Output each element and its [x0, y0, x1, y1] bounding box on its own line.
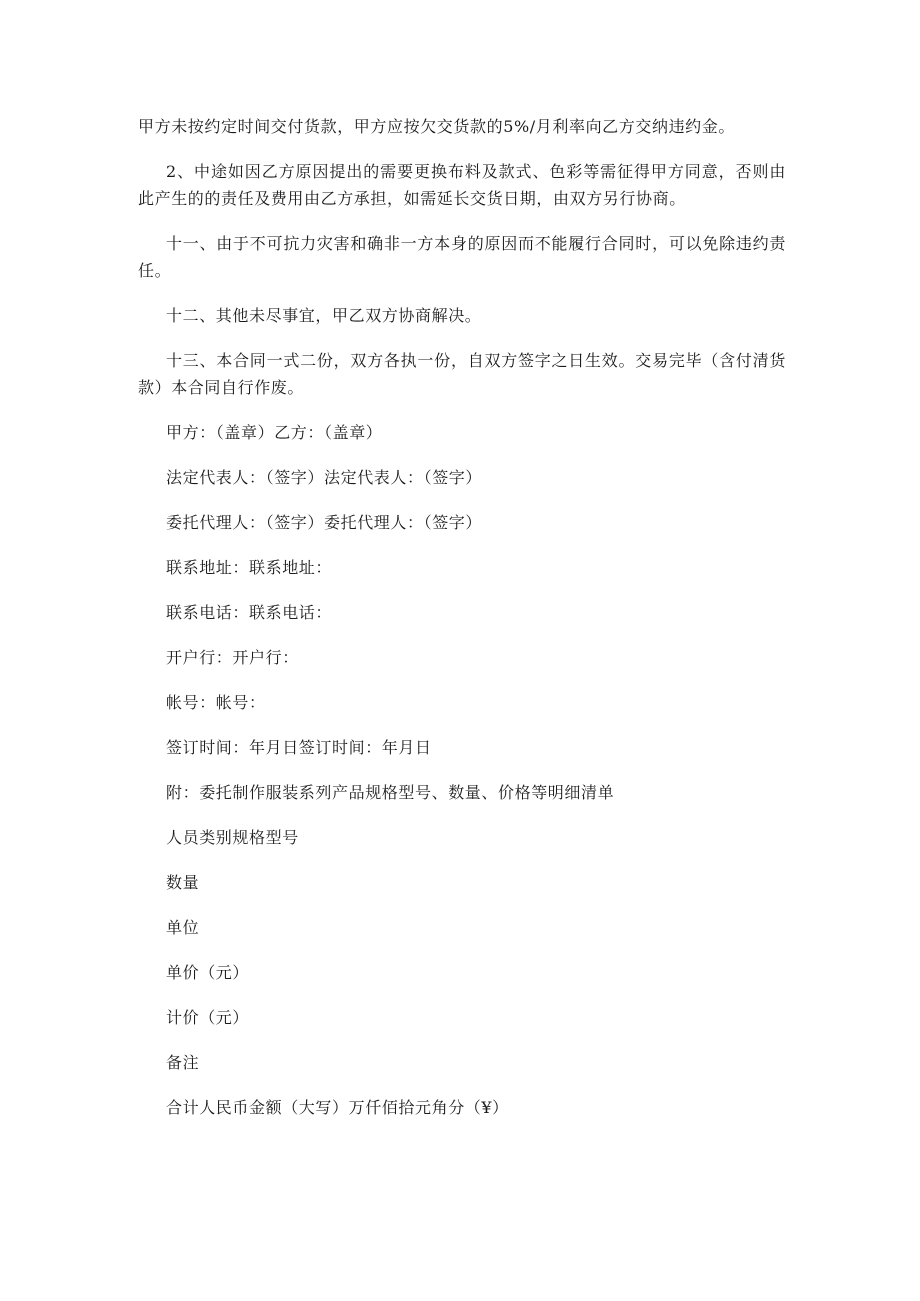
paragraph-clause-11: 十一、由于不可抗力灾害和确非一方本身的原因而不能履行合同时，可以免除违约责任。	[138, 234, 786, 280]
signature-address-line: 联系地址：联系地址：	[166, 558, 333, 577]
appendix-title: 附：委托制作服装系列产品规格型号、数量、价格等明细清单	[166, 783, 615, 802]
appendix-field: 备注	[166, 1053, 200, 1072]
signature-date-line: 签订时间：年月日签订时间：年月日	[166, 738, 432, 757]
signature-party-line: 甲方：（盖章）乙方：（盖章）	[166, 423, 383, 442]
appendix-field: 人员类别规格型号	[166, 828, 299, 847]
signature-bank-line: 开户行：开户行：	[166, 648, 299, 667]
appendix-field: 单位	[166, 918, 200, 937]
signature-agent-line: 委托代理人：（签字）委托代理人：（签字）	[166, 513, 483, 532]
paragraph-late-payment: 甲方未按约定时间交付货款，甲方应按欠交货款的5%/月利率向乙方交纳违约金。	[138, 117, 735, 136]
document-body	[138, 113, 786, 1121]
signature-phone-line: 联系电话：联系电话：	[166, 603, 333, 622]
appendix-field: 计价（元）	[166, 1008, 250, 1027]
paragraph-clause-12: 十二、其他未尽事宜，甲乙双方协商解决。	[166, 306, 482, 325]
appendix-field: 单价（元）	[166, 963, 250, 982]
signature-legal-rep-line: 法定代表人：（签字）法定代表人：（签字）	[166, 468, 483, 487]
signature-account-line: 帐号：帐号：	[166, 693, 266, 712]
paragraph-clause-13: 十三、本合同一式二份，双方各执一份，自双方签字之日生效。交易完毕（含付清货款）本合同自行作废。	[138, 351, 786, 397]
appendix-total: 合计人民币金额（大写）万仟佰拾元角分（¥）	[166, 1098, 509, 1117]
paragraph-clause-2: 2、中途如因乙方原因提出的需要更换布料及款式、色彩等需征得甲方同意，否则由此产生的的责任及费用由乙方承担，如需延长交货日期，由双方另行协商。	[138, 162, 786, 208]
appendix-field: 数量	[166, 873, 200, 892]
